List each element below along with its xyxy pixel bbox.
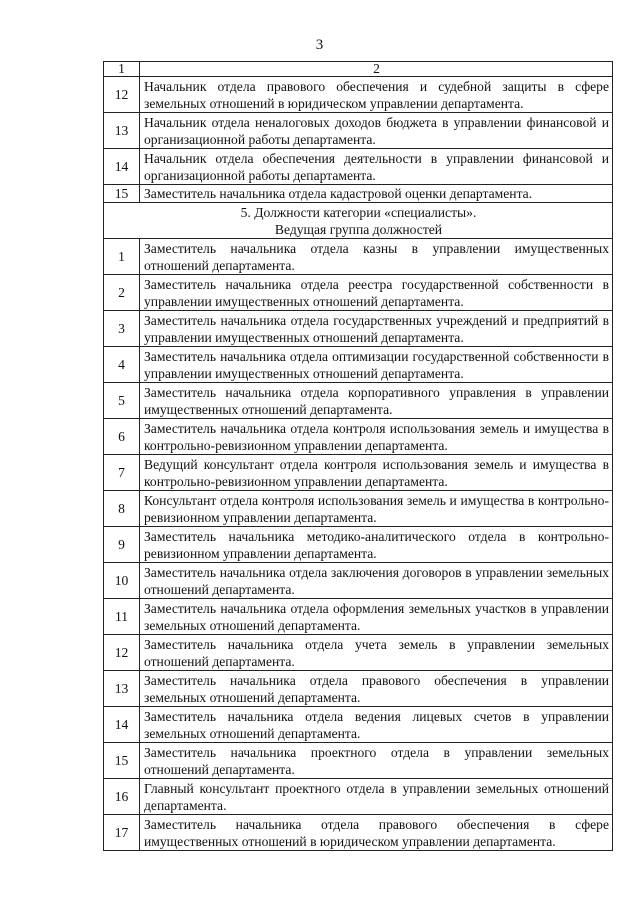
- column-header-position: 2: [140, 62, 613, 77]
- position-title: Заместитель начальника отдела кадастровой оценки департамента.: [140, 185, 613, 203]
- table-row: [104, 815, 613, 851]
- position-title: Заместитель начальника методико-аналитического отдела в контрольно-ревизионном управлении департамента.: [140, 527, 613, 563]
- table-row: [104, 185, 613, 203]
- row-number: 11: [104, 599, 140, 635]
- position-title: Заместитель начальника отдела казны в управлении имущественных отношений департамента.: [140, 239, 613, 275]
- row-number: 14: [104, 707, 140, 743]
- table-row: [104, 599, 613, 635]
- row-number: 13: [104, 671, 140, 707]
- positions-table: [103, 61, 613, 851]
- position-title: Заместитель начальника отдела оформления земельных участков в управлении земельных отношений департамента.: [140, 599, 613, 635]
- position-title: Главный консультант проектного отдела в управлении земельных отношений департамента.: [140, 779, 613, 815]
- row-number: 4: [104, 347, 140, 383]
- position-title: Заместитель начальника отдела корпоративного управления в управлении имущественных отношений департамента.: [140, 383, 613, 419]
- section-header-row: [104, 203, 613, 239]
- table-row: [104, 455, 613, 491]
- row-number: 3: [104, 311, 140, 347]
- position-title: Заместитель начальника проектного отдела в управлении земельных отношений департамента.: [140, 743, 613, 779]
- table-row: [104, 635, 613, 671]
- position-title: Заместитель начальника отдела контроля использования земель и имущества в контрольно-ревизионном управлении департамента.: [140, 419, 613, 455]
- row-number: 17: [104, 815, 140, 851]
- table-row: [104, 113, 613, 149]
- table-header-row: [104, 62, 613, 77]
- row-number: 13: [104, 113, 140, 149]
- row-number: 9: [104, 527, 140, 563]
- row-number: 12: [104, 635, 140, 671]
- row-number: 16: [104, 779, 140, 815]
- table-row: [104, 239, 613, 275]
- position-title: Начальник отдела правового обеспечения и судебной защиты в сфере земельных отношений в юридическом управлении департамента.: [140, 77, 613, 113]
- section-header: [104, 203, 613, 239]
- table-row: [104, 77, 613, 113]
- table-row: [104, 707, 613, 743]
- position-title: Заместитель начальника отдела учета земель в управлении земельных отношений департамента.: [140, 635, 613, 671]
- row-number: 1: [104, 239, 140, 275]
- position-title: Заместитель начальника отдела заключения договоров в управлении земельных отношений департамента.: [140, 563, 613, 599]
- table-row: [104, 383, 613, 419]
- position-title: Заместитель начальника отдела ведения лицевых счетов в управлении земельных отношений департамента.: [140, 707, 613, 743]
- position-title: Начальник отдела неналоговых доходов бюджета в управлении финансовой и организационной работы департамента.: [140, 113, 613, 149]
- position-title: Заместитель начальника отдела оптимизации государственной собственности в управлении имущественных отношений департамента.: [140, 347, 613, 383]
- table-row: [104, 671, 613, 707]
- row-number: 2: [104, 275, 140, 311]
- table-row: [104, 419, 613, 455]
- row-number: 12: [104, 77, 140, 113]
- section-title: 5. Должности категории «специалисты».: [240, 204, 477, 220]
- table-row: [104, 527, 613, 563]
- row-number: 15: [104, 185, 140, 203]
- page-number: 3: [315, 37, 324, 53]
- table-row: [104, 563, 613, 599]
- position-title: Заместитель начальника отдела правового обеспечения в сфере имущественных отношений в юридическом управлении департамента.: [140, 815, 613, 851]
- row-number: 14: [104, 149, 140, 185]
- position-title: Консультант отдела контроля использования земель и имущества в контрольно-ревизионном управлении департамента.: [140, 491, 613, 527]
- position-title: Ведущий консультант отдела контроля использования земель и имущества в контрольно-ревизионном управлении департамента.: [140, 455, 613, 491]
- table-row: [104, 491, 613, 527]
- position-title: Заместитель начальника отдела государственных учреждений и предприятий в управлении имущественных отношений департамента.: [140, 311, 613, 347]
- position-title: Начальник отдела обеспечения деятельности в управлении финансовой и организационной работы департамента.: [140, 149, 613, 185]
- table-row: [104, 743, 613, 779]
- section-subtitle: Ведущая группа должностей: [274, 221, 443, 237]
- table-row: [104, 149, 613, 185]
- table-row: [104, 311, 613, 347]
- column-header-number: 1: [104, 62, 140, 77]
- row-number: 5: [104, 383, 140, 419]
- table-row: [104, 347, 613, 383]
- position-title: Заместитель начальника отдела реестра государственной собственности в управлении имущественных отношений департамента.: [140, 275, 613, 311]
- row-number: 15: [104, 743, 140, 779]
- position-title: Заместитель начальника отдела правового обеспечения в управлении земельных отношений департамента.: [140, 671, 613, 707]
- row-number: 6: [104, 419, 140, 455]
- row-number: 10: [104, 563, 140, 599]
- row-number: 8: [104, 491, 140, 527]
- table-row: [104, 779, 613, 815]
- row-number: 7: [104, 455, 140, 491]
- table-row: [104, 275, 613, 311]
